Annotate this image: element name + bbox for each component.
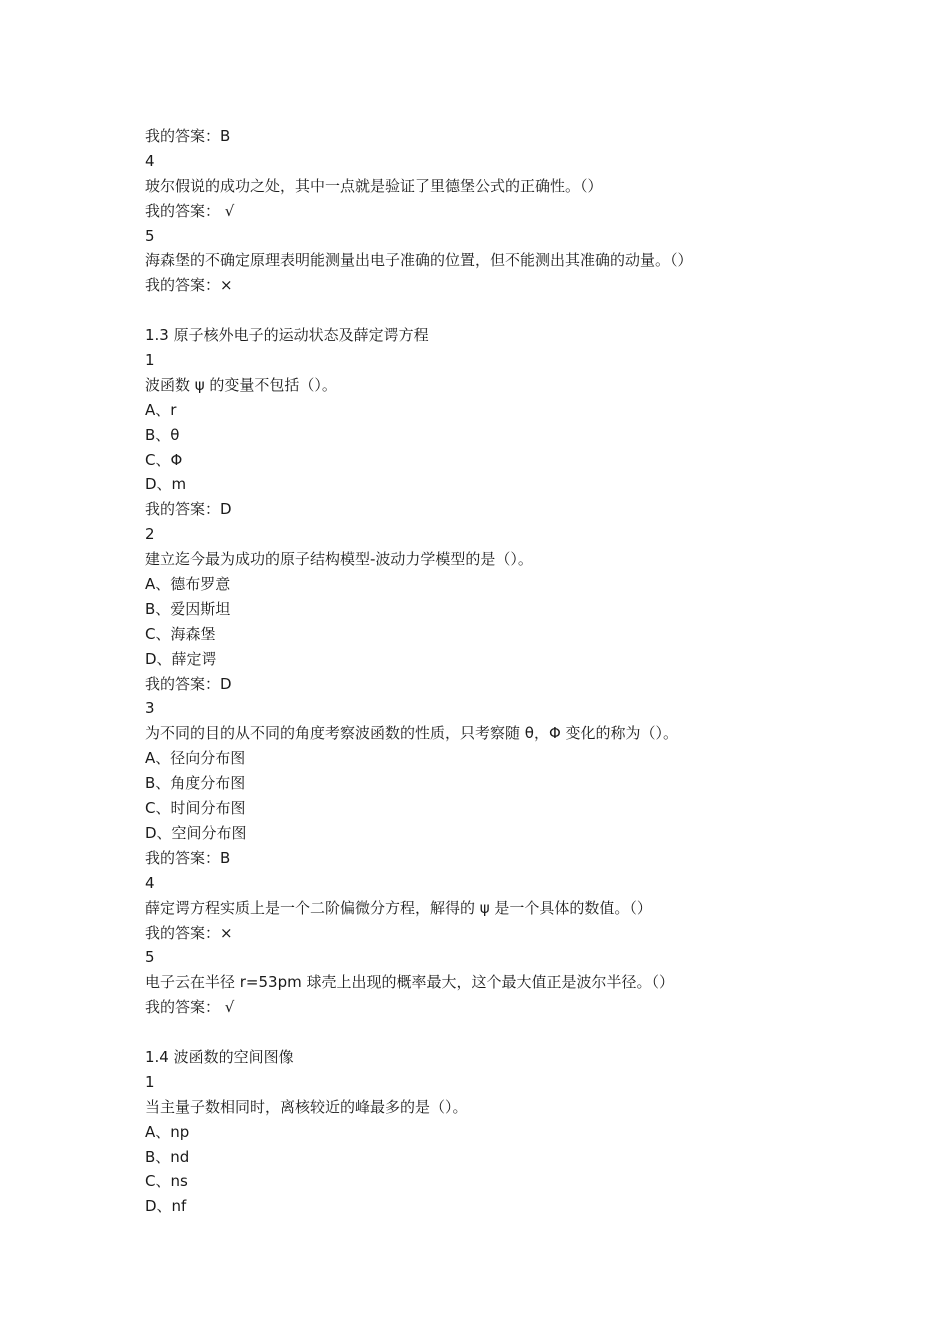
- question-number: 5: [145, 226, 155, 245]
- question-text: 海森堡的不确定原理表明能测量出电子准确的位置，但不能测出其准确的动量。（）: [145, 251, 693, 270]
- option-line: B、爱因斯坦: [145, 599, 231, 618]
- document-body: [145, 124, 825, 1219]
- option-line: C、Φ: [145, 450, 183, 469]
- question-text: 波函数 ψ 的变量不包括（）。: [145, 375, 337, 394]
- option-line: A、德布罗意: [145, 575, 231, 594]
- answer-line: 我的答案： √: [145, 201, 235, 220]
- question-number: 4: [145, 873, 155, 892]
- option-line: D、薛定谔: [145, 649, 217, 668]
- answer-line: 我的答案： √: [145, 998, 235, 1017]
- answer-line: 我的答案：B: [145, 848, 231, 867]
- question-number: 1: [145, 1072, 155, 1091]
- option-line: C、ns: [145, 1172, 188, 1191]
- option-line: D、nf: [145, 1197, 187, 1216]
- option-line: C、时间分布图: [145, 799, 246, 818]
- question-text: 建立迄今最为成功的原子结构模型-波动力学模型的是（）。: [145, 550, 533, 569]
- option-line: D、空间分布图: [145, 823, 247, 842]
- question-number: 3: [145, 699, 155, 718]
- answer-line: 我的答案：D: [145, 674, 232, 693]
- option-line: B、nd: [145, 1147, 190, 1166]
- section-heading: 1.4 波函数的空间图像: [145, 1047, 294, 1066]
- question-number: 4: [145, 151, 155, 170]
- question-number: 5: [145, 948, 155, 967]
- answer-line: 我的答案：×: [145, 276, 233, 295]
- option-line: A、np: [145, 1122, 190, 1141]
- answer-line: 我的答案：×: [145, 923, 233, 942]
- section-heading: 1.3 原子核外电子的运动状态及薛定谔方程: [145, 326, 429, 345]
- question-number: 1: [145, 351, 155, 370]
- option-line: B、角度分布图: [145, 774, 246, 793]
- question-number: 2: [145, 525, 155, 544]
- blank-line: [145, 298, 825, 323]
- question-text: 为不同的目的从不同的角度考察波函数的性质，只考察随 θ，Φ 变化的称为（）。: [145, 724, 679, 743]
- option-line: A、r: [145, 400, 177, 419]
- question-text: 电子云在半径 r=53pm 球壳上出现的概率最大，这个最大值正是波尔半径。（）: [145, 973, 674, 992]
- question-text: 薛定谔方程实质上是一个二阶偏微分方程，解得的 ψ 是一个具体的数值。（）: [145, 898, 652, 917]
- question-text: 当主量子数相同时，离核较近的峰最多的是（）。: [145, 1097, 468, 1116]
- option-line: D、m: [145, 475, 187, 494]
- option-line: B、θ: [145, 425, 180, 444]
- option-line: A、径向分布图: [145, 749, 246, 768]
- option-line: C、海森堡: [145, 624, 216, 643]
- question-text: 玻尔假说的成功之处，其中一点就是验证了里德堡公式的正确性。（）: [145, 176, 603, 195]
- answer-line: 我的答案：D: [145, 500, 232, 519]
- answer-line: 我的答案：B: [145, 127, 231, 145]
- blank-line: [145, 1020, 825, 1045]
